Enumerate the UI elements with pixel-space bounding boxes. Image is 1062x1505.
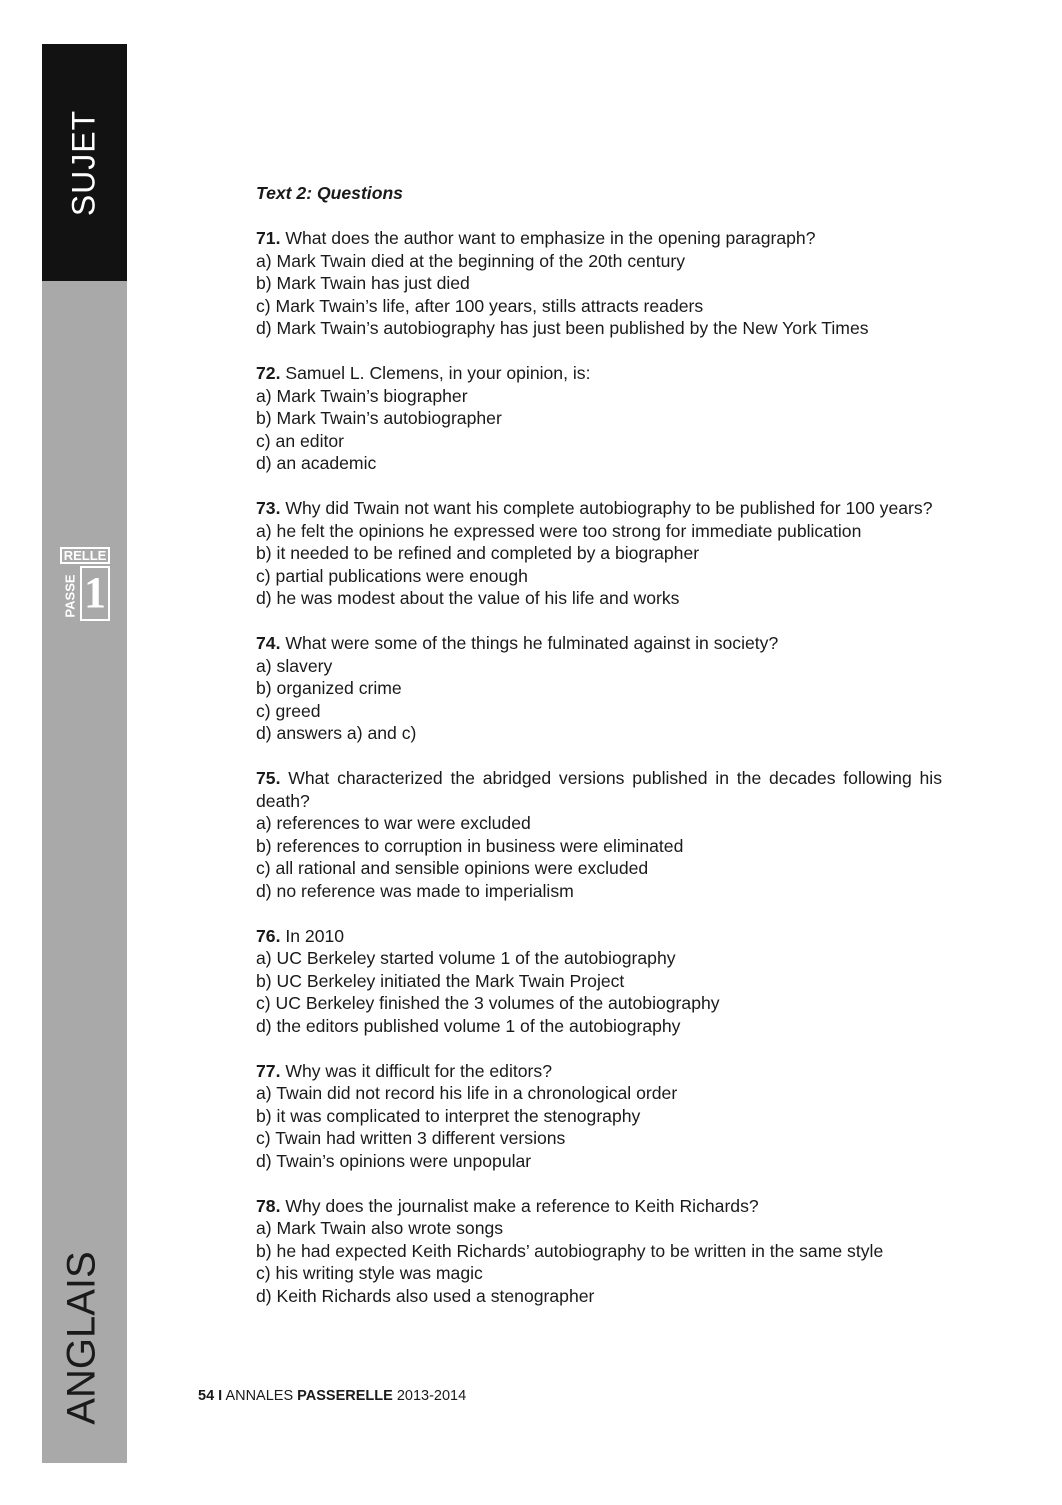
question-block: [256, 925, 942, 1038]
answer-option: d) no reference was made to imperialism: [256, 880, 574, 901]
answer-option: d) he was modest about the value of his life and works: [256, 588, 680, 608]
question-list: [256, 227, 942, 1307]
question-block: [256, 497, 942, 610]
question-number: 71.: [256, 228, 281, 248]
page-heading: Text 2: Questions: [256, 183, 403, 203]
question-prompt: Samuel L. Clemens, in your opinion, is:: [285, 363, 591, 383]
footer-passerelle: PASSERELLE: [297, 1388, 393, 1404]
question-prompt: Why was it difficult for the editors?: [285, 1060, 552, 1081]
question-block: [256, 362, 942, 475]
logo-side-text: PASSE: [62, 574, 78, 618]
answer-option: a) references to war were excluded: [256, 813, 531, 833]
answer-option: d) Twain’s opinions were unpopular: [256, 1150, 532, 1171]
question-prompt: In 2010: [285, 925, 345, 946]
answer-option: c) his writing style was magic: [256, 1263, 483, 1283]
answer-option: a) Mark Twain died at the beginning of the 20th century: [256, 250, 686, 271]
passerelle-logo: [58, 545, 112, 623]
footer-year: 2013-2014: [396, 1388, 467, 1404]
footer-annales: ANNALES: [225, 1388, 294, 1404]
answer-option: a) Twain did not record his life in a chronological order: [256, 1083, 678, 1103]
question-text: [256, 362, 942, 385]
subject-label: ANGLAIS: [59, 1251, 104, 1425]
question-block: [256, 227, 942, 340]
answer-option: b) UC Berkeley initiated the Mark Twain Project: [256, 970, 625, 991]
question-prompt: Why did Twain not want his complete autobiography to be published for 100 years?: [285, 498, 933, 518]
answer-option: b) he had expected Keith Richards’ autobiography to be written in the same style: [256, 1240, 884, 1261]
answer-option: c) Twain had written 3 different versions: [256, 1128, 566, 1148]
answer-option: c) Mark Twain’s life, after 100 years, stills attracts readers: [256, 295, 704, 316]
question-block: [256, 632, 942, 745]
page-footer: [198, 1388, 466, 1404]
answer-option: a) slavery: [256, 655, 333, 676]
question-block: [256, 1195, 942, 1308]
answer-option: c) an editor: [256, 430, 345, 451]
question-text: [256, 632, 942, 655]
answer-option: d) answers a) and c): [256, 723, 417, 743]
answer-option: d) Keith Richards also used a stenographer: [256, 1285, 595, 1306]
logo-number: 1: [80, 566, 110, 621]
question-block: [256, 767, 942, 902]
answer-option: b) references to corruption in business were eliminated: [256, 835, 684, 856]
answer-option: c) partial publications were enough: [256, 565, 528, 586]
logo-top-text: RELLE: [60, 547, 110, 564]
section-label: SUJET: [65, 109, 102, 217]
answer-option: b) it was complicated to interpret the stenography: [256, 1105, 641, 1126]
question-prompt: What characterized the abridged versions published in the decades following his death?: [256, 768, 943, 811]
answer-option: b) Mark Twain has just died: [256, 273, 470, 293]
question-number: 73.: [256, 498, 281, 518]
question-prompt: Why does the journalist make a reference to Keith Richards?: [285, 1195, 759, 1216]
question-sheet: [256, 182, 942, 1330]
question-number: 74.: [256, 633, 281, 653]
footer-separator: I: [218, 1388, 223, 1404]
answer-option: b) organized crime: [256, 678, 402, 698]
page-number: 54: [198, 1388, 215, 1404]
answer-option: a) Mark Twain also wrote songs: [256, 1218, 504, 1238]
question-number: 75.: [256, 768, 281, 788]
question-text: [256, 227, 942, 250]
answer-option: c) greed: [256, 700, 321, 721]
answer-option: a) he felt the opinions he expressed were too strong for immediate publication: [256, 520, 862, 541]
answer-option: c) all rational and sensible opinions were excluded: [256, 858, 649, 878]
question-text: [256, 767, 942, 812]
question-prompt: What does the author want to emphasize in the opening paragraph?: [285, 228, 816, 248]
question-number: 78.: [256, 1195, 281, 1216]
question-text: [256, 1060, 942, 1083]
answer-option: d) the editors published volume 1 of the autobiography: [256, 1015, 681, 1036]
answer-option: a) Mark Twain’s biographer: [256, 385, 468, 406]
question-number: 77.: [256, 1060, 281, 1081]
answer-option: a) UC Berkeley started volume 1 of the autobiography: [256, 948, 676, 968]
question-text: [256, 497, 942, 520]
answer-option: b) it needed to be refined and completed by a biographer: [256, 543, 700, 563]
question-text: [256, 1195, 942, 1218]
answer-option: c) UC Berkeley finished the 3 volumes of the autobiography: [256, 993, 720, 1013]
answer-option: d) an academic: [256, 453, 377, 473]
question-block: [256, 1060, 942, 1173]
question-number: 72.: [256, 363, 281, 383]
answer-option: b) Mark Twain’s autobiographer: [256, 408, 502, 428]
question-number: 76.: [256, 925, 281, 946]
question-text: [256, 925, 942, 948]
question-prompt: What were some of the things he fulminated against in society?: [285, 633, 779, 653]
answer-option: d) Mark Twain’s autobiography has just been published by the New York Times: [256, 318, 869, 338]
